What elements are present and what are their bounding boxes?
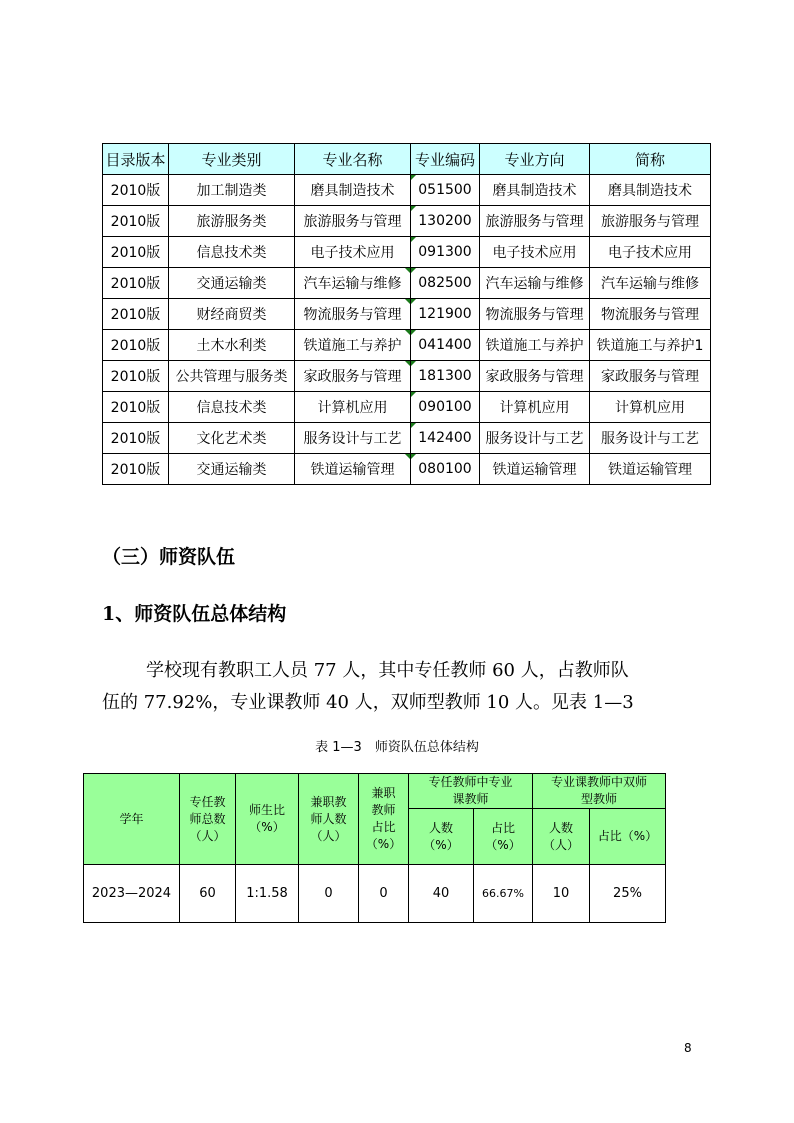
prof-count-cell: 40 bbox=[409, 865, 474, 923]
direction-cell: 电子技术应用 bbox=[480, 237, 590, 268]
header-line: （%） bbox=[423, 837, 459, 852]
year-cell: 2023—2024 bbox=[84, 865, 180, 923]
header-line: 师人数 bbox=[310, 811, 347, 826]
table-row bbox=[103, 237, 711, 268]
category-cell: 旅游服务类 bbox=[169, 206, 295, 237]
category-cell: 文化艺术类 bbox=[169, 423, 295, 454]
paragraph-line: 学校现有教职工人员 77 人，其中专任教师 60 人，占教师队 bbox=[146, 660, 629, 681]
page-number: 8 bbox=[684, 1041, 692, 1055]
header-line: 人数 bbox=[428, 820, 453, 835]
major-table bbox=[102, 143, 711, 485]
subsection-heading: 1、师资队伍总体结构 bbox=[102, 603, 287, 625]
short-name-cell: 电子技术应用 bbox=[590, 237, 711, 268]
header-ptshare bbox=[359, 774, 409, 865]
category-cell: 交通运输类 bbox=[169, 454, 295, 485]
code-cell: 142400 bbox=[411, 423, 480, 454]
header-line: 专任教 bbox=[189, 794, 226, 809]
ptshare-cell: 0 bbox=[359, 865, 409, 923]
code-cell: 090100 bbox=[411, 392, 480, 423]
table-row bbox=[103, 175, 711, 206]
major-name-cell: 旅游服务与管理 bbox=[295, 206, 411, 237]
category-cell: 公共管理与服务类 bbox=[169, 361, 295, 392]
code-cell: 051500 bbox=[411, 175, 480, 206]
category-cell: 土木水利类 bbox=[169, 330, 295, 361]
code-cell: 121900 bbox=[411, 299, 480, 330]
version-cell: 2010版 bbox=[103, 454, 169, 485]
code-cell: 181300 bbox=[411, 361, 480, 392]
table-caption: 表 1—3 师资队伍总体结构 bbox=[315, 740, 479, 755]
table-row bbox=[103, 361, 711, 392]
header-cell: 简称 bbox=[590, 144, 711, 175]
short-name-cell: 计算机应用 bbox=[590, 392, 711, 423]
total-cell: 60 bbox=[180, 865, 236, 923]
direction-cell: 物流服务与管理 bbox=[480, 299, 590, 330]
header-line: 师总数 bbox=[189, 811, 226, 826]
direction-cell: 汽车运输与维修 bbox=[480, 268, 590, 299]
header-line: （人） bbox=[189, 828, 226, 843]
ratio-cell: 1:1.58 bbox=[236, 865, 299, 923]
major-name-cell: 铁道施工与养护 bbox=[295, 330, 411, 361]
header-line: 兼职教 bbox=[310, 794, 347, 809]
major-name-cell: 铁道运输管理 bbox=[295, 454, 411, 485]
header-line: （%） bbox=[249, 820, 285, 834]
table-row bbox=[103, 299, 711, 330]
table-row bbox=[103, 454, 711, 485]
code-cell: 130200 bbox=[411, 206, 480, 237]
direction-cell: 家政服务与管理 bbox=[480, 361, 590, 392]
code-cell: 080100 bbox=[411, 454, 480, 485]
header-dual-count bbox=[533, 809, 590, 865]
version-cell: 2010版 bbox=[103, 330, 169, 361]
header-line: 占比 bbox=[490, 820, 515, 835]
dual-share-cell: 25% bbox=[590, 865, 666, 923]
header-total bbox=[180, 774, 236, 865]
short-name-cell: 铁道运输管理 bbox=[590, 454, 711, 485]
prof-share-cell: 66.67% bbox=[474, 865, 533, 923]
header-year: 学年 bbox=[84, 774, 180, 865]
version-cell: 2010版 bbox=[103, 268, 169, 299]
header-prof-count bbox=[409, 809, 474, 865]
short-name-cell: 物流服务与管理 bbox=[590, 299, 711, 330]
table-row bbox=[103, 392, 711, 423]
major-name-cell: 计算机应用 bbox=[295, 392, 411, 423]
header-line: （%） bbox=[365, 837, 402, 851]
direction-cell: 旅游服务与管理 bbox=[480, 206, 590, 237]
version-cell: 2010版 bbox=[103, 175, 169, 206]
header-dual-share: 占比（%） bbox=[590, 809, 666, 865]
table-row bbox=[103, 206, 711, 237]
header-line: （人） bbox=[310, 828, 347, 843]
header-cell: 专业编码 bbox=[411, 144, 480, 175]
teacher-table bbox=[83, 773, 666, 923]
header-prof-share bbox=[474, 809, 533, 865]
header-cell: 专业方向 bbox=[480, 144, 590, 175]
short-name-cell: 磨具制造技术 bbox=[590, 175, 711, 206]
category-cell: 交通运输类 bbox=[169, 268, 295, 299]
header-line: 兼职 bbox=[371, 786, 396, 800]
category-cell: 信息技术类 bbox=[169, 237, 295, 268]
header-line: （人） bbox=[542, 837, 579, 852]
code-cell: 082500 bbox=[411, 268, 480, 299]
short-name-cell: 服务设计与工艺 bbox=[590, 423, 711, 454]
version-cell: 2010版 bbox=[103, 423, 169, 454]
dual-count-cell: 10 bbox=[533, 865, 590, 923]
header-line: （%） bbox=[485, 837, 521, 852]
direction-cell: 铁道运输管理 bbox=[480, 454, 590, 485]
code-cell: 041400 bbox=[411, 330, 480, 361]
header-line: 专业课教师中双师 bbox=[550, 775, 647, 789]
major-name-cell: 电子技术应用 bbox=[295, 237, 411, 268]
header-dual bbox=[533, 774, 666, 809]
direction-cell: 铁道施工与养护 bbox=[480, 330, 590, 361]
header-line: 教师 bbox=[371, 803, 396, 817]
header-cell: 目录版本 bbox=[103, 144, 169, 175]
header-parttime bbox=[299, 774, 359, 865]
table-row bbox=[103, 330, 711, 361]
table-row bbox=[103, 268, 711, 299]
major-name-cell: 磨具制造技术 bbox=[295, 175, 411, 206]
header-line: 人数 bbox=[548, 820, 573, 835]
short-name-cell: 旅游服务与管理 bbox=[590, 206, 711, 237]
category-cell: 加工制造类 bbox=[169, 175, 295, 206]
table-row bbox=[103, 423, 711, 454]
major-name-cell: 汽车运输与维修 bbox=[295, 268, 411, 299]
direction-cell: 磨具制造技术 bbox=[480, 175, 590, 206]
header-line: 型教师 bbox=[580, 792, 617, 806]
version-cell: 2010版 bbox=[103, 299, 169, 330]
version-cell: 2010版 bbox=[103, 237, 169, 268]
short-name-cell: 铁道施工与养护1 bbox=[590, 330, 711, 361]
short-name-cell: 汽车运输与维修 bbox=[590, 268, 711, 299]
direction-cell: 计算机应用 bbox=[480, 392, 590, 423]
major-name-cell: 家政服务与管理 bbox=[295, 361, 411, 392]
header-prof bbox=[409, 774, 533, 809]
version-cell: 2010版 bbox=[103, 361, 169, 392]
header-line: 占比 bbox=[371, 820, 396, 834]
category-cell: 信息技术类 bbox=[169, 392, 295, 423]
header-line: 专任教师中专业 bbox=[428, 775, 513, 789]
parttime-cell: 0 bbox=[299, 865, 359, 923]
header-ratio bbox=[236, 774, 299, 865]
body-paragraph bbox=[102, 655, 702, 719]
major-name-cell: 物流服务与管理 bbox=[295, 299, 411, 330]
header-cell: 专业类别 bbox=[169, 144, 295, 175]
header-line: 师生比 bbox=[248, 803, 285, 817]
table-row bbox=[84, 865, 666, 923]
version-cell: 2010版 bbox=[103, 206, 169, 237]
paragraph-line: 伍的 77.92%，专业课教师 40 人，双师型教师 10 人。见表 1—3 bbox=[102, 692, 634, 713]
section-heading: （三）师资队伍 bbox=[102, 546, 236, 568]
header-line: 课教师 bbox=[452, 792, 489, 806]
code-cell: 091300 bbox=[411, 237, 480, 268]
header-cell: 专业名称 bbox=[295, 144, 411, 175]
category-cell: 财经商贸类 bbox=[169, 299, 295, 330]
major-name-cell: 服务设计与工艺 bbox=[295, 423, 411, 454]
major-table-header bbox=[103, 144, 711, 175]
direction-cell: 服务设计与工艺 bbox=[480, 423, 590, 454]
version-cell: 2010版 bbox=[103, 392, 169, 423]
short-name-cell: 家政服务与管理 bbox=[590, 361, 711, 392]
